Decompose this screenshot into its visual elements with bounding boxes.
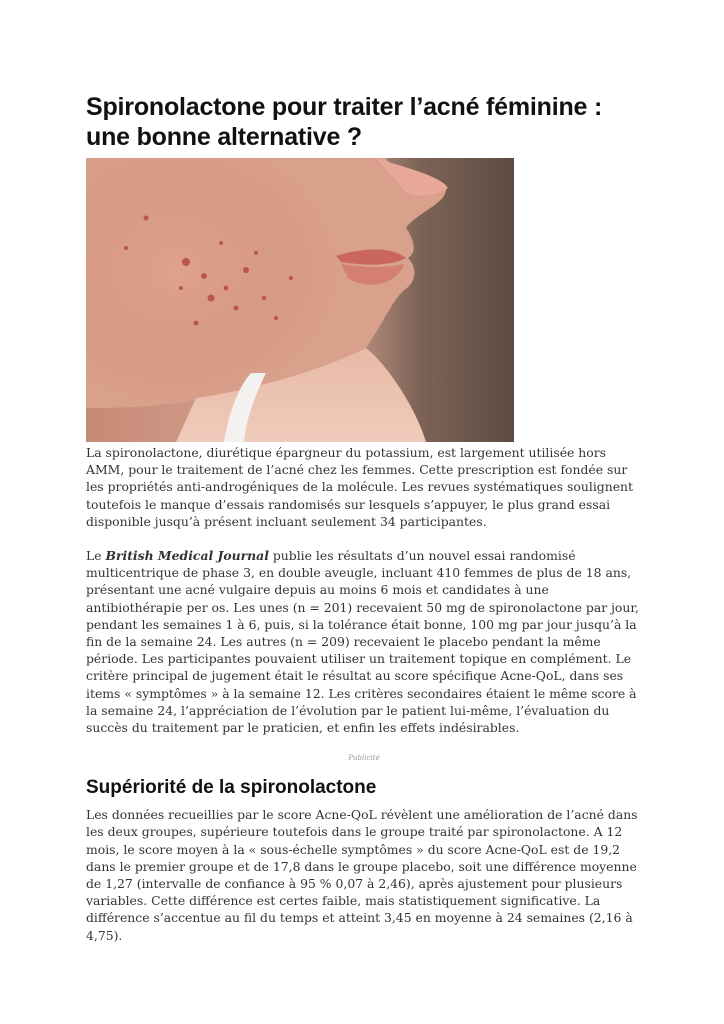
paragraph-trial <box>86 547 642 736</box>
ad-label: Publicité <box>348 754 380 763</box>
article-photo <box>86 158 514 442</box>
acne-face-illustration <box>86 158 514 442</box>
section-heading: Supériorité de la spironolactone <box>86 777 377 799</box>
paragraph-intro: La spironolactone, diurétique épargneur du potassium, est largement utilisée hors AMM, pour le traitement de l’acné chez les femmes. Cette prescription est fondée sur les propriétés anti-androgéniques de la molécule. Les revues systématiques soulignent toutefois le manque d’essais randomisés sur lesquels s’appuyer, le plus grand essai disponible jusqu’à présent incluant seulement 34 participantes. <box>86 445 633 529</box>
paragraph-trial-prefix: Le <box>86 548 106 564</box>
journal-name: British Medical Journal <box>105 548 269 564</box>
paragraph-results: Les données recueillies par le score Acne-QoL révèlent une amélioration de l’acné dans les deux groupes, supérieure toutefois dans le groupe traité par spironolactone. A 12 mois, le score moyen à la « sous-échelle symptômes » du score Acne-QoL est de 19,2 dans le premier groupe et de 17,8 dans le groupe placebo, soit une différence moyenne de 1,27 (intervalle de confiance à 95 % 0,07 à 2,46), après ajustement pour plusieurs variables. Cette différence est certes faible, mais statistiquement significative. La différence s’accentue au fil du temps et atteint 3,45 en moyenne à 24 semaines (2,16 à 4,75). <box>86 807 638 943</box>
article <box>86 92 642 944</box>
article-title: Spironolactone pour traiter l’acné féminine : une bonne alternative ? <box>86 93 603 151</box>
paragraph-trial-rest: publie les résultats d’un nouvel essai randomisé multicentrique de phase 3, en double aveugle, incluant 410 femmes de plus de 18 ans, présentant une acné vulgaire depuis au moins 6 mois et candidates à une antibiothérapie per os. Les unes (n = 201) recevaient 50 mg de spironolactone par jour, pendant les semaines 1 à 6, puis, si la tolérance était bonne, 100 mg par jour jusqu’à la fin de la semaine 24. Les autres (n = 209) recevaient le placebo pendant la même période. Les participantes pouvaient utiliser un traitement topique en complément. Le critère principal de jugement était le résultat au score spécifique Acne-QoL, dans ses items « symptômes » à la semaine 12. Les critères secondaires étaient le même score à la semaine 24, l’appréciation de l’évolution par le patient lui-même, l’évaluation du succès du traitement par le praticien, et enfin les effets indésirables. <box>86 548 639 736</box>
